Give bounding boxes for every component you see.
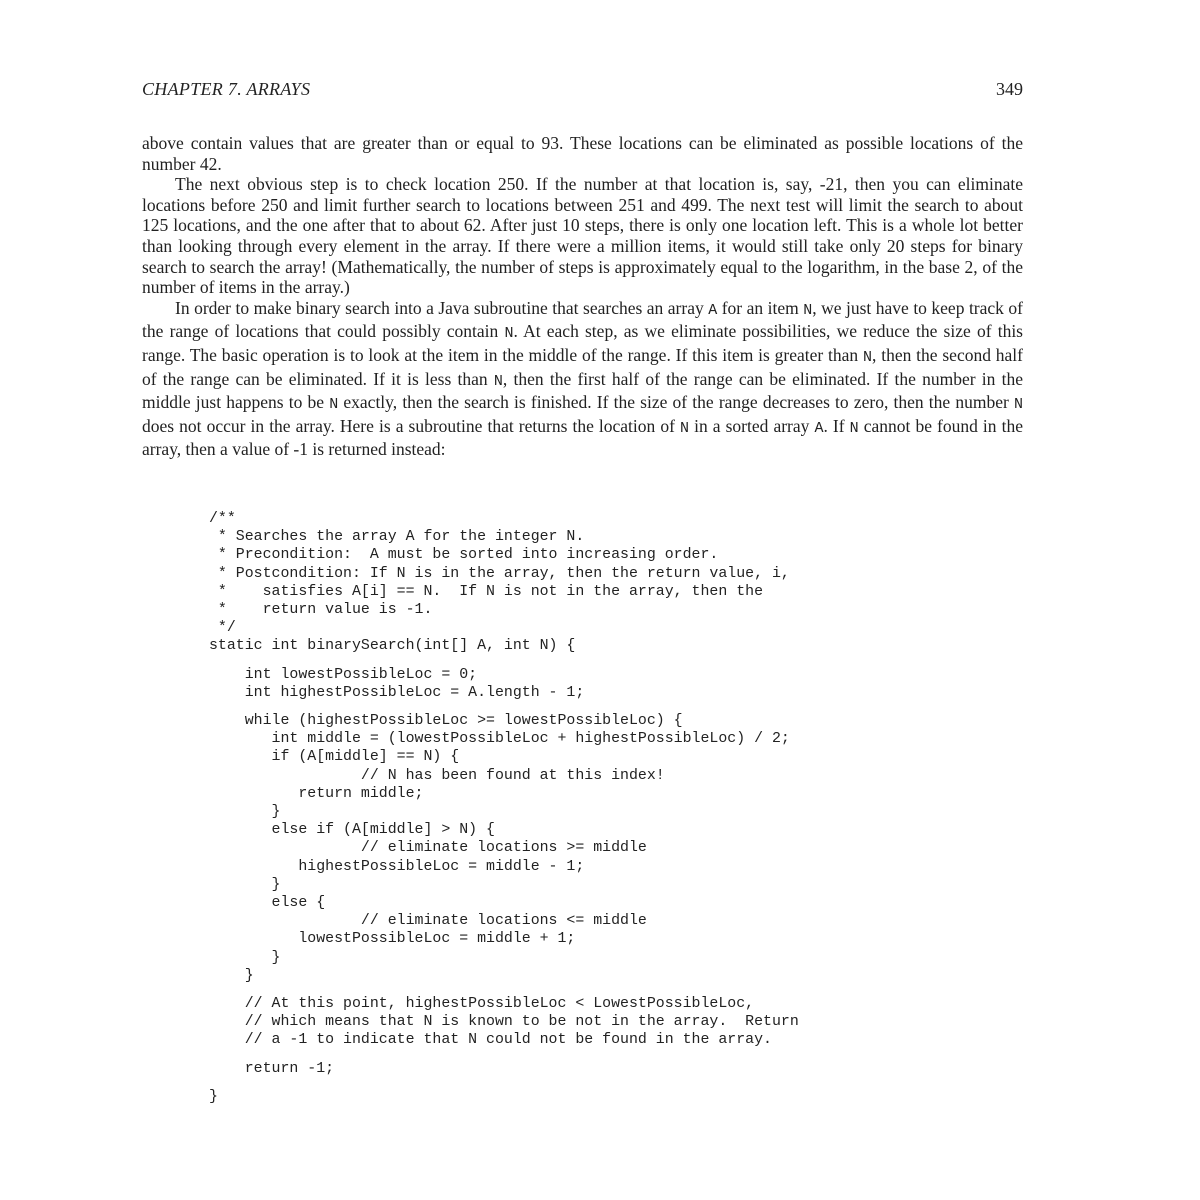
inline-code: N — [329, 396, 339, 414]
code-closing-brace: } — [209, 1088, 218, 1105]
text-run: cannot be found in the array, then a value of -1 is returned instead: — [142, 415, 1023, 460]
code-closing-comment: // At this point, highestPossibleLoc < LowestPossibleLoc, // which means that N is known to be not in the array. Return // a -1 to indicate that N could not be found in the array. — [244, 996, 799, 1049]
inline-code: N — [504, 325, 514, 343]
text-run: . At each step, as we eliminate possibilities, we reduce the size of this range. The basic operation is to look at the item in the middle of the range. If this item is greater than — [142, 321, 1023, 365]
text-run: , then the second half of the range can be eliminated. If it is less than — [142, 344, 1023, 389]
code-return-statement: return -1; — [209, 1060, 335, 1077]
text-run: In order to make binary search into a Java subroutine that searches an array — [175, 297, 709, 318]
inline-code: A — [708, 301, 718, 319]
text-run: in a sorted array — [689, 415, 815, 436]
paragraph-3 — [142, 298, 1023, 460]
body-text — [142, 133, 1023, 460]
code-variable-declarations: int lowestPossibleLoc = 0; int highestPossibleLoc = A.length - 1; — [244, 666, 585, 701]
code-listing — [209, 510, 799, 1106]
inline-code: N — [680, 419, 690, 437]
running-header — [142, 78, 1023, 100]
inline-code: N — [849, 419, 859, 437]
inline-code: A — [814, 419, 824, 437]
text-run: does not occur in the array. Here is a subroutine that returns the location of — [142, 415, 680, 436]
page-number: 349 — [996, 79, 1023, 99]
text-run: for an item — [717, 297, 804, 318]
text-run: . If — [823, 415, 850, 436]
inline-code: N — [803, 301, 813, 319]
text-run: The next obvious step is to check location 250. If the number at that location is, say, -21, then you can eliminate locations before 250 and limit further search to locations between 251 and 499. The next test will limit the search to about 125 locations, and the one after that to about 62. After just 10 steps, there is only one location left. This is a whole lot better than looking through every element in the array. If there were a million items, it would still take only 20 steps for binary search to search the array! (Mathematically, the number of steps is approximately equal to the logarithm, in the base 2, of the number of items in the array.) — [142, 174, 1023, 298]
paragraph-1 — [142, 133, 1023, 174]
code-doc-comment-and-signature: /** * Searches the array A for the integer N. * Precondition: A must be sorted into increasing order. * Postcondition: If N is in the array, then the return value, i, * satisfies A[i] == N. If N is not in the array, then the * return value is -1. */ static int binarySearch(int[] A, int N) { — [209, 511, 790, 655]
paragraph-2 — [142, 174, 1023, 298]
inline-code: N — [1013, 396, 1023, 414]
code-while-loop: while (highestPossibleLoc >= lowestPossibleLoc) { int middle = (lowestPossibleLoc + highestPossibleLoc) / 2; if (A[middle] == N) { // N has been found at this index! return middle; } else if (A[middle] > N) { // eliminate locations >= middle highestPossibleLoc = middle - 1; } else { // eliminate locations <= middle lowestPossibleLoc = middle + 1; } } — [244, 713, 790, 984]
chapter-title: CHAPTER 7. ARRAYS — [142, 79, 311, 99]
text-run: above contain values that are greater than or equal to 93. These locations can be eliminated as possible locations of the number 42. — [142, 133, 1023, 174]
text-run: exactly, then the search is finished. If the size of the range decreases to zero, then the number — [338, 392, 1014, 413]
text-run: , then the first half of the range can be eliminated. If the number in the middle just happens to be — [142, 368, 1023, 413]
inline-code: N — [863, 348, 873, 366]
inline-code: N — [493, 372, 503, 390]
text-run: , we just have to keep track of the range of locations that could possibly contain — [142, 297, 1023, 342]
